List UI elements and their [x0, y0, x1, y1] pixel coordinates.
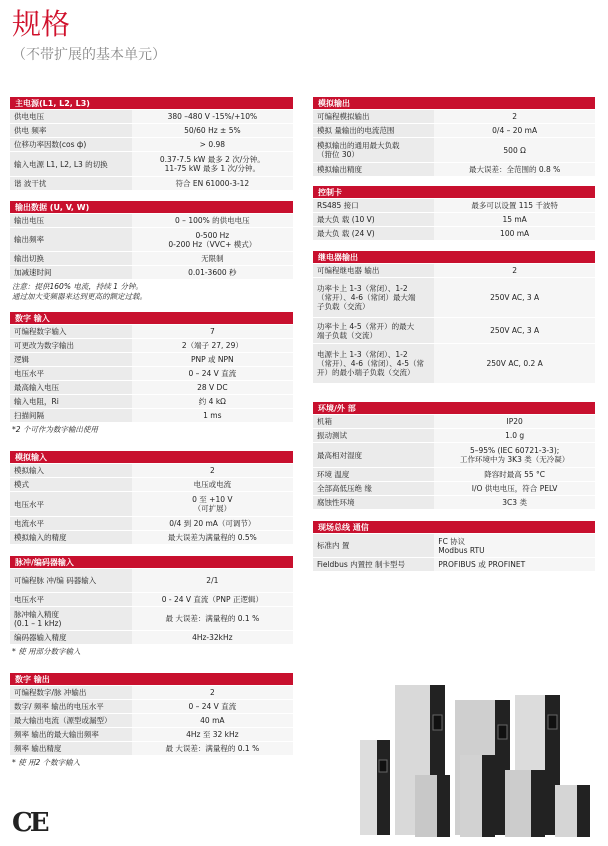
spec-label: 最高输入电压 [10, 381, 132, 394]
spec-value: 最多可以设置 115 千波特 [434, 199, 595, 212]
spec-label: 供电电压 [10, 110, 132, 123]
spec-row [10, 492, 293, 517]
spec-row [10, 686, 293, 700]
spec-row [10, 714, 293, 728]
section-header: 模拟输出 [313, 97, 595, 110]
spec-row [10, 409, 293, 423]
spec-row [10, 353, 293, 367]
spec-label: 腐蚀性环境 [313, 496, 434, 509]
spec-label: 输入电源 L1, L2, L3 的切换 [10, 152, 132, 176]
spec-value: 最大误差为满量程的 0.5% [132, 531, 293, 544]
spec-row [10, 742, 293, 756]
spec-label: 电源卡上 1-3（常闭）、1-2 （常开）、4-6（常闭）、4-5（常 开）的最小端子负载（交流） [313, 344, 434, 383]
spec-label: 电压水平 [10, 593, 132, 606]
section-header: 数字 输出 [10, 673, 293, 686]
spec-label: 电流水平 [10, 517, 132, 530]
spec-value: 0 – 100% 的供电电压 [132, 214, 293, 227]
spec-value: 4Hz 至 32 kHz [132, 728, 293, 741]
spec-value: 降容时最高 55 °C [434, 468, 595, 481]
spec-row [10, 110, 293, 124]
spec-section [313, 97, 595, 177]
spec-row [313, 278, 595, 318]
spec-value: 2/1 [132, 569, 293, 592]
spec-section [313, 186, 595, 241]
spec-value: 符合 EN 61000-3-12 [132, 177, 293, 190]
spec-value: 28 V DC [132, 381, 293, 394]
spec-value: 0 至 +10 V （可扩展） [132, 492, 293, 516]
spec-value: 0/4 到 20 mA（可调节） [132, 517, 293, 530]
spec-value: 250V AC, 3 A [434, 318, 595, 343]
spec-value: 380 –480 V -15%/+10% [132, 110, 293, 123]
spec-value: 0-500 Hz 0-200 Hz（VVC+ 模式） [132, 228, 293, 251]
product-image [355, 655, 600, 840]
section-note: * 使 用2 个数字输入 [12, 758, 81, 767]
spec-row [313, 415, 595, 429]
spec-label: 可编程数字输入 [10, 325, 132, 338]
section-header: 数字 输入 [10, 312, 293, 325]
spec-row [10, 214, 293, 228]
spec-row [313, 496, 595, 510]
spec-label: 环境 温度 [313, 468, 434, 481]
spec-row [313, 482, 595, 496]
spec-value: 0.01-3600 秒 [132, 266, 293, 279]
spec-label: 标准内 置 [313, 534, 434, 557]
spec-label: 输出频率 [10, 228, 132, 251]
spec-value: FC 协议 Modbus RTU [434, 534, 595, 557]
spec-value: 100 mA [434, 227, 595, 240]
spec-value: IP20 [434, 415, 595, 428]
spec-row [313, 124, 595, 138]
spec-value: PNP 或 NPN [132, 353, 293, 366]
spec-label: 最大输出电流（源型或漏型） [10, 714, 132, 727]
spec-label: 电压水平 [10, 367, 132, 380]
spec-value: 2（端子 27, 29） [132, 339, 293, 352]
spec-value: 5–95% (IEC 60721-3-3); 工作环境中为 3K3 类（无冷凝） [434, 443, 595, 467]
spec-value: 40 mA [132, 714, 293, 727]
spec-row [10, 252, 293, 266]
spec-row [313, 534, 595, 558]
spec-label: 谐 波干扰 [10, 177, 132, 190]
spec-label: 全部高低压绝 缘 [313, 482, 434, 495]
spec-row [10, 607, 293, 631]
spec-value: 250V AC, 0.2 A [434, 344, 595, 383]
spec-value: 7 [132, 325, 293, 338]
spec-section [10, 97, 293, 191]
spec-value: 250V AC, 3 A [434, 278, 595, 317]
spec-value: 50/60 Hz ± 5% [132, 124, 293, 137]
spec-label: 机箱 [313, 415, 434, 428]
spec-row [10, 325, 293, 339]
spec-row [10, 531, 293, 545]
spec-value: 1.0 g [434, 429, 595, 442]
spec-row [10, 631, 293, 645]
spec-label: 可编程模拟输出 [313, 110, 434, 123]
spec-label: 位移功率因数(cos ф) [10, 138, 132, 151]
spec-value: 4Hz-32kHz [132, 631, 293, 644]
section-header: 继电器输出 [313, 251, 595, 264]
spec-value: 1 ms [132, 409, 293, 422]
spec-value: 最 大误差：满量程的 0.1 % [132, 742, 293, 755]
spec-value: 500 Ω [434, 138, 595, 162]
spec-row [313, 468, 595, 482]
spec-value: 0 - 24 V 直流（PNP 正逻辑） [132, 593, 293, 606]
spec-label: RS485 接口 [313, 199, 434, 212]
spec-section [10, 556, 293, 657]
spec-row [313, 344, 595, 384]
spec-value: 约 4 kΩ [132, 395, 293, 408]
spec-value: 2 [434, 110, 595, 123]
spec-section [313, 402, 595, 510]
section-header: 模拟输入 [10, 451, 293, 464]
spec-value: 最 大误差：满量程的 0.1 % [132, 607, 293, 630]
spec-label: 最大负 载 (24 V) [313, 227, 434, 240]
spec-row [10, 700, 293, 714]
spec-section [10, 201, 293, 302]
spec-label: 可更改为数字输出 [10, 339, 132, 352]
spec-label: 可编程继电器 输出 [313, 264, 434, 277]
spec-row [313, 227, 595, 241]
spec-row [313, 429, 595, 443]
section-header: 输出数据 (U, V, W) [10, 201, 293, 214]
spec-label: 模拟输入 [10, 464, 132, 477]
spec-row [10, 152, 293, 177]
spec-label: 脉冲输入精度 (0.1 – 1 kHz) [10, 607, 132, 630]
spec-label: 可编程数字/脉 冲输出 [10, 686, 132, 699]
spec-row [10, 478, 293, 492]
spec-value: PROFIBUS 或 PROFINET [434, 558, 595, 571]
spec-row [10, 517, 293, 531]
spec-section [313, 251, 595, 384]
spec-value: 0 – 24 V 直流 [132, 367, 293, 380]
spec-value: 最大误差：全范围的 0.8 % [434, 163, 595, 176]
spec-row [313, 443, 595, 468]
spec-row [10, 177, 293, 191]
spec-row [10, 464, 293, 478]
spec-value: 电压或电流 [132, 478, 293, 491]
spec-value: 2 [132, 686, 293, 699]
spec-value: I/O 供电电压，符合 PELV [434, 482, 595, 495]
spec-label: 功率卡上 1-3（常闭）、1-2 （常开）、4-6（常闭）最大端 子负载（交流） [313, 278, 434, 317]
spec-value: 2 [434, 264, 595, 277]
spec-label: 逻辑 [10, 353, 132, 366]
section-header: 主电源(L1, L2, L3) [10, 97, 293, 110]
spec-section [313, 521, 595, 572]
spec-row [10, 124, 293, 138]
section-header: 脉冲/编码器输入 [10, 556, 293, 569]
spec-row [313, 110, 595, 124]
spec-label: 加减速时间 [10, 266, 132, 279]
spec-value: 3C3 类 [434, 496, 595, 509]
spec-row [313, 318, 595, 344]
spec-row [313, 264, 595, 278]
spec-value: 0 – 24 V 直流 [132, 700, 293, 713]
spec-row [10, 593, 293, 607]
spec-label: 编码器输入精度 [10, 631, 132, 644]
spec-row [10, 381, 293, 395]
section-note: * 使 用部分数字输入 [12, 647, 81, 656]
page-title: 规格 [12, 7, 71, 41]
spec-label: 电压水平 [10, 492, 132, 516]
spec-label: 输入电阻，Ri [10, 395, 132, 408]
spec-row [10, 569, 293, 593]
spec-row [313, 138, 595, 163]
spec-value: 0/4 – 20 mA [434, 124, 595, 137]
spec-row [10, 339, 293, 353]
spec-value: 0.37-7.5 kW 最多 2 次/分钟。 11-75 kW 最多 1 次/分钟。 [132, 152, 293, 176]
spec-label: 模拟输出的通用最大负载 （箝位 30） [313, 138, 434, 162]
ce-mark-logo: CE [12, 808, 47, 838]
spec-label: 最大负 载 (10 V) [313, 213, 434, 226]
spec-value: 无限制 [132, 252, 293, 265]
section-note: *2 个可作为数字输出使用 [12, 425, 98, 434]
spec-label: 输出电压 [10, 214, 132, 227]
spec-row [313, 558, 595, 572]
spec-row [10, 228, 293, 252]
spec-section [10, 673, 293, 768]
section-header: 环境/外 部 [313, 402, 595, 415]
spec-value: 15 mA [434, 213, 595, 226]
spec-label: 模拟输入的精度 [10, 531, 132, 544]
section-note: 注意：提供160% 电流，持续 1 分钟。 通过加大变频器来达到更高的额定过载。 [12, 282, 147, 301]
spec-row [10, 728, 293, 742]
spec-label: Fieldbus 内置控 制卡型号 [313, 558, 434, 571]
section-header: 现场总线 通信 [313, 521, 595, 534]
spec-row [10, 367, 293, 381]
spec-label: 功率卡上 4-5（常开）的最大 端子负载（交流） [313, 318, 434, 343]
spec-label: 频率 输出精度 [10, 742, 132, 755]
section-header: 控制卡 [313, 186, 595, 199]
spec-label: 可编程脉 冲/编 码器输入 [10, 569, 132, 592]
spec-label: 输出切换 [10, 252, 132, 265]
spec-section [10, 312, 293, 435]
spec-value: 2 [132, 464, 293, 477]
spec-row [313, 199, 595, 213]
spec-label: 模拟 量输出的电流范围 [313, 124, 434, 137]
page-subtitle: （不带扩展的基本单元） [12, 47, 166, 63]
spec-row [10, 395, 293, 409]
spec-row [10, 266, 293, 280]
spec-row [10, 138, 293, 152]
spec-label: 模拟输出精度 [313, 163, 434, 176]
spec-label: 频率 输出的最大输出频率 [10, 728, 132, 741]
spec-label: 供电 频率 [10, 124, 132, 137]
spec-label: 最高相对湿度 [313, 443, 434, 467]
spec-label: 数字/ 频率 输出的电压水平 [10, 700, 132, 713]
spec-value: > 0.98 [132, 138, 293, 151]
spec-label: 模式 [10, 478, 132, 491]
spec-row [313, 163, 595, 177]
spec-label: 振动测试 [313, 429, 434, 442]
spec-section [10, 451, 293, 545]
spec-row [313, 213, 595, 227]
spec-label: 扫描间隔 [10, 409, 132, 422]
